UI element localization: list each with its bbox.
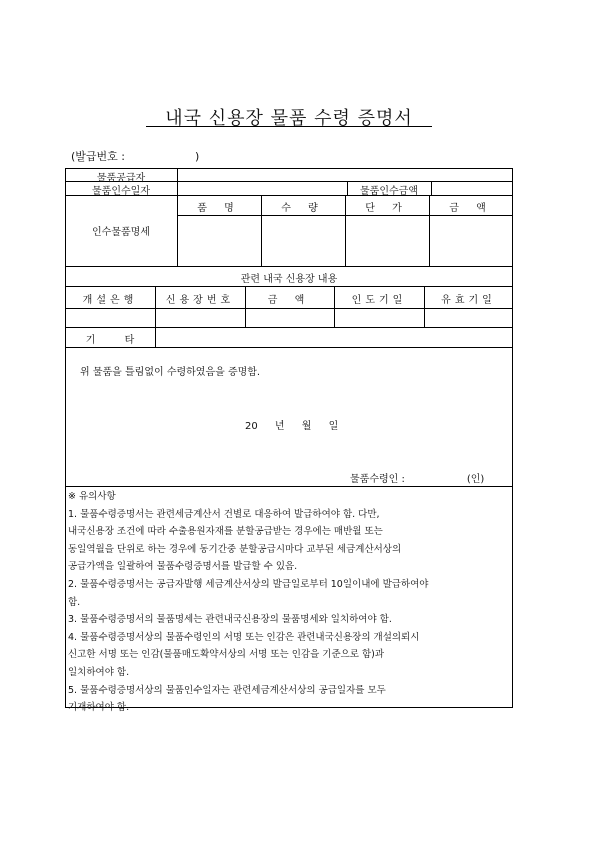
lc-column-amount: 금 액 xyxy=(267,295,312,306)
note-line: 2. 물품수령증명서는 공급자발행 세금계산서상의 발급일로부터 10일이내에 발급하여야 xyxy=(68,578,429,590)
note-line: 공급가액을 일괄하여 물품수령증명서를 발급할 수 있음. xyxy=(68,561,298,573)
column-divider xyxy=(155,327,156,347)
lc-section-label: 관련 내국 신용장 내용 xyxy=(240,274,338,285)
goods-column-unit-price: 단 가 xyxy=(365,203,409,214)
receipt-date-label: 물품인수일자 xyxy=(92,186,150,197)
column-divider xyxy=(431,181,432,195)
note-line: 일치하여야 함. xyxy=(68,666,130,678)
other-label: 기 타 xyxy=(85,335,135,346)
note-line: 1. 물품수령증명서는 관련세금계산서 건별로 대응하여 발급하여야 함. 다만, xyxy=(68,508,380,520)
lc-column-expiry-date: 유효기일 xyxy=(441,295,496,306)
goods-column-name: 품 명 xyxy=(197,203,241,214)
seal-mark: (인) xyxy=(466,474,485,485)
note-line: 5. 물품수령증명서상의 물품인수일자는 관련세금계산서상의 공급일자를 모두 xyxy=(68,684,386,696)
lc-column-bank: 개설은행 xyxy=(82,295,138,306)
goods-detail-label: 인수물품명세 xyxy=(92,227,150,238)
note-line: 3. 물품수령증명서의 물품명세는 관련내국신용장의 물품명세와 일치하여야 함. xyxy=(68,614,392,626)
issue-number-line xyxy=(71,148,199,164)
note-line: 내국신용장 조건에 따라 수출용원자재를 분할공급받는 경우에는 매반월 또는 xyxy=(68,526,383,538)
note-line: 함. xyxy=(68,596,81,608)
issue-number-close: ) xyxy=(195,150,200,163)
row-divider xyxy=(65,327,513,328)
note-line: 기재하여야 함. xyxy=(68,702,130,714)
row-divider xyxy=(65,266,513,267)
notes-heading: ※ 유의사항 xyxy=(68,491,116,502)
note-line: 동일역월을 단위로 하는 경우에 동기간중 분할공급시마다 교부된 세금계산서상의 xyxy=(68,543,402,555)
document-title: 내국 신용장 물품 수령 증명서 xyxy=(165,108,413,129)
issue-number-label: (발급번호 : xyxy=(71,150,125,163)
row-divider xyxy=(65,347,513,348)
receipt-amount-label: 물품인수금액 xyxy=(360,186,418,197)
lc-column-lc-number: 신용장번호 xyxy=(165,295,235,306)
notes-section xyxy=(68,488,510,717)
column-divider xyxy=(177,168,178,266)
goods-column-quantity: 수 량 xyxy=(281,203,325,214)
row-divider xyxy=(65,308,513,309)
supplier-label: 물품공급자 xyxy=(96,173,146,184)
row-divider xyxy=(65,286,513,287)
signer-label: 물품수령인 : xyxy=(350,474,405,485)
certification-statement: 위 물품을 틀림없이 수령하였음을 증명함. xyxy=(80,367,261,378)
date-line: 20 년 월 일 xyxy=(245,421,339,432)
row-divider xyxy=(65,486,513,487)
note-line: 신고한 서명 또는 인감(물품매도확약서상의 서명 또는 인감을 기준으로 함)과 xyxy=(68,649,385,661)
signer-line xyxy=(350,470,484,485)
goods-column-amount: 금 액 xyxy=(449,203,493,214)
note-line: 4. 물품수령증명서상의 물품수령인의 서명 또는 인감은 관련내국신용장의 개설의뢰시 xyxy=(68,631,420,643)
lc-column-delivery-date: 인도기일 xyxy=(351,295,407,306)
title-underline xyxy=(146,126,432,127)
